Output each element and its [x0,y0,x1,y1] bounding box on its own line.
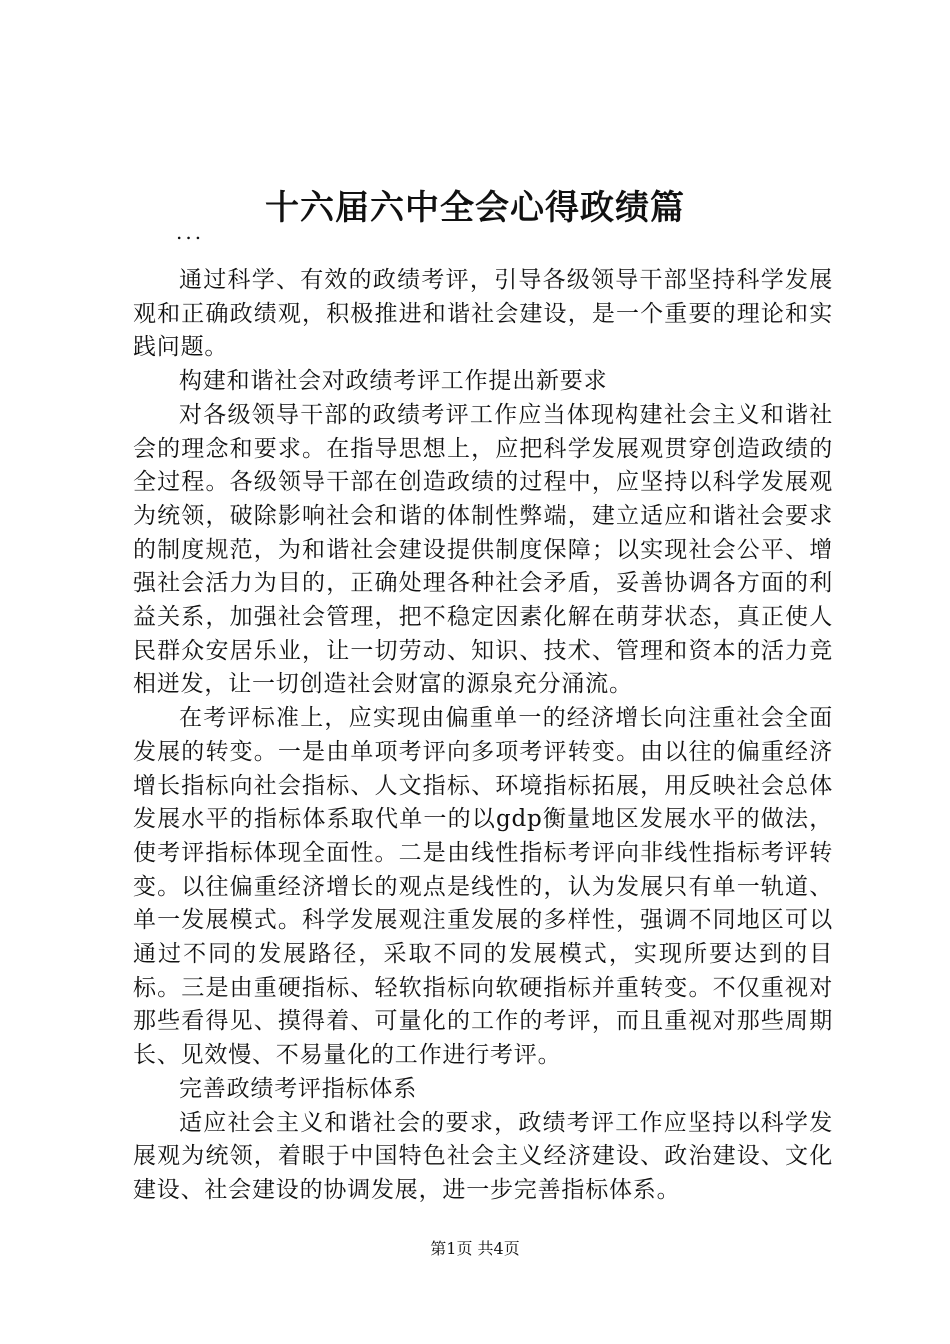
document-title: 十六届六中全会心得政绩篇 [265,188,685,228]
paragraph-indicator-system: 适应社会主义和谐社会的要求，政绩考评工作应坚持以科学发展观为统领，着眼于中国特色社会主义经济建设、政治建设、文化建设、社会建设的协调发展，进一步完善指标体系。 [133,1109,833,1203]
ellipsis-mark: ... [176,220,205,244]
page-number-footer: 第1页 共4页 [430,1239,520,1258]
paragraph-intro: 通过科学、有效的政绩考评，引导各级领导干部坚持科学发展观和正确政绩观，积极推进和谐社会建设，是一个重要的理论和实践问题。 [133,267,833,361]
section-heading-indicator-system: 完善政绩考评指标体系 [179,1075,417,1102]
document-body [133,264,833,1208]
section-heading-requirements: 构建和谐社会对政绩考评工作提出新要求 [179,368,608,395]
paragraph-evaluation-standards: 在考评标准上，应实现由偏重单一的经济增长向注重社会全面发展的转变。一是由单项考评向多项考评转变。由以往的偏重经济增长指标向社会指标、人文指标、环境指标拓展，用反映社会总体发展水平的指标体系取代单一的以gdp衡量地区发展水平的做法，使考评指标体现全面性。二是由线性指标考评向非线性指标考评转变。以往偏重经济增长的观点是线性的，认为发展只有单一轨道、单一发展模式。科学发展观注重发展的多样性，强调不同地区可以通过不同的发展路径，采取不同的发展模式，实现所要达到的目标。三是由重硬指标、轻软指标向软硬指标并重转变。不仅重视对那些看得见、摸得着、可量化的工作的考评，而且重视对那些周期长、见效慢、不易量化的工作进行考评。 [133,705,833,1069]
paragraph-guiding-ideology: 对各级领导干部的政绩考评工作应当体现构建社会主义和谐社会的理念和要求。在指导思想上，应把科学发展观贯穿创造政绩的全过程。各级领导干部在创造政绩的过程中，应坚持以科学发展观为统领，破除影响社会和谐的体制性弊端，建立适应和谐社会要求的制度规范，为和谐社会建设提供制度保障；以实现社会公平、增强社会活力为目的，正确处理各种社会矛盾，妥善协调各方面的利益关系，加强社会管理，把不稳定因素化解在萌芽状态，真正使人民群众安居乐业，让一切劳动、知识、技术、管理和资本的活力竞相迸发，让一切创造社会财富的源泉充分涌流。 [133,401,833,698]
